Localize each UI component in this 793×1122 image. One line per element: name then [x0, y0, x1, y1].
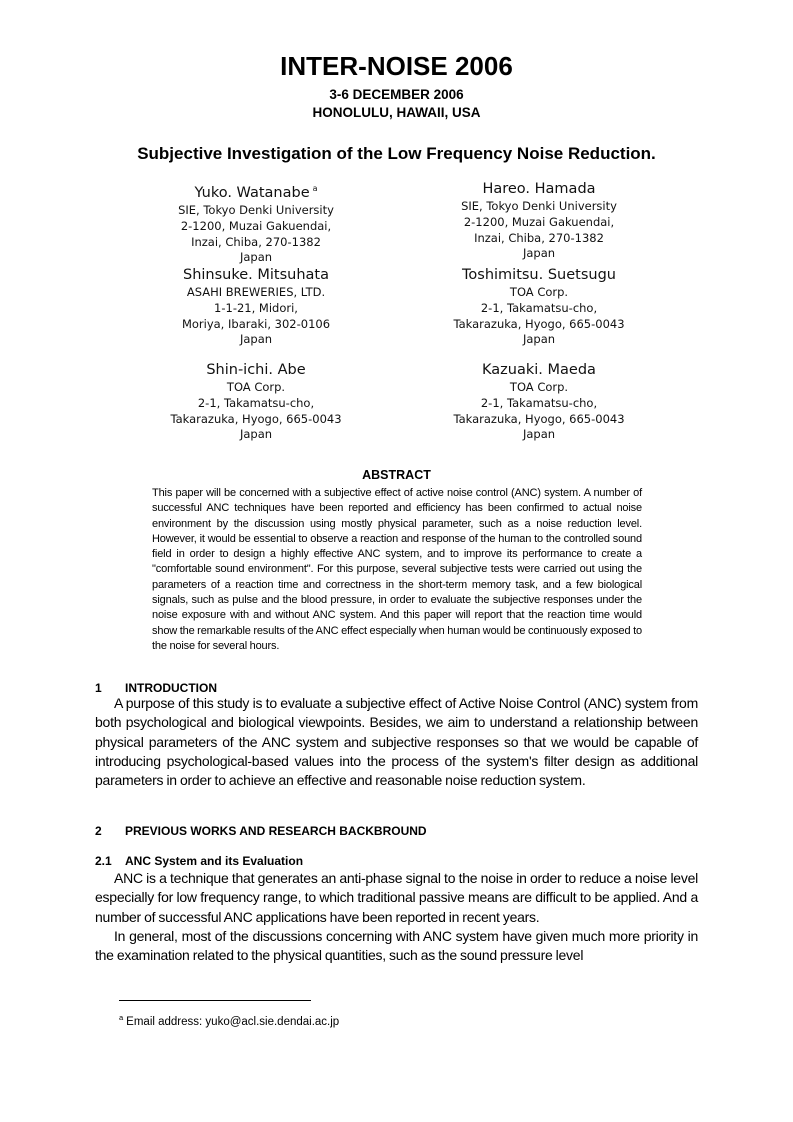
affiliation-line: Japan	[522, 246, 556, 261]
section-title: ANC System and its Evaluation	[125, 854, 304, 868]
author-block	[111, 265, 401, 348]
author-name: Toshimitsu. Suetsugu	[462, 267, 616, 283]
abstract-text: This paper will be concerned with a subjective effect of active noise control (ANC) system. A number of successful ANC techniques have been reported and efficiency has been confirmed to actual noise environment by the discussion using mostly physical parameter, such as a noise reduction level. However, it would be essential to observe a reaction and response of the human to the controlled sound field in order to design a highly effective ANC system, and to improve its performance to create a "comfortable sound environment". For this purpose, several subjective tests were carried out using the parameters of a reaction time and correctness in the short-term memory task, and a few biological signals, such as pulse and the blood pressure, in order to evaluate the subjective responses under the noise exposure with and without ANC system. And this paper will report that the reaction time would show the remarkable results of the ANC effect especially when human would be continuously exposed to the noise for several hours.	[152, 487, 642, 652]
paragraph: A purpose of this study is to evaluate a subjective effect of Active Noise Control (ANC) system from both psychological and biological viewpoints. Besides, we aim to understand a relationship between physical parameters of the ANC system and subjective responses so that we would be capable of introducing psychological-based values into the process of the system's filter design as additional parameters in order to achieve an effective and reasonable noise reduction system.	[95, 695, 698, 789]
author-block	[394, 265, 684, 348]
affiliation-line: ASAHI BREWERIES, LTD.	[186, 285, 326, 299]
conference-location: HONOLULU, HAWAII, USA	[312, 105, 481, 120]
affiliation-line: 1-1-21, Midori,	[214, 300, 298, 315]
author-block	[111, 360, 401, 443]
affiliation-line: Japan	[239, 250, 273, 265]
body-paragraphs	[95, 869, 698, 965]
body-paragraphs	[95, 694, 698, 790]
footnote-mark: a	[119, 1013, 124, 1022]
affiliation-line: Japan	[522, 427, 556, 442]
affiliation-line: Moriya, Ibaraki, 302-0106	[181, 316, 331, 331]
section-title: INTRODUCTION	[125, 681, 217, 695]
author-block	[394, 360, 684, 443]
affiliation-line: SIE, Tokyo Denki University	[178, 203, 334, 217]
paper-title: Subjective Investigation of the Low Frequency Noise Reduction.	[137, 144, 656, 163]
paragraph: ANC is a technique that generates an anti-phase signal to the noise in order to reduce a noise level especially for low frequency range, to which traditional passive means are difficult to be applied. And a number of successful ANC applications have been reported in recent years.	[95, 870, 698, 925]
section-title: PREVIOUS WORKS AND RESEARCH BACKBROUND	[125, 824, 427, 838]
author-name: Shin-ichi. Abe	[206, 362, 306, 378]
affiliation-line: TOA Corp.	[509, 380, 569, 394]
abstract-heading: ABSTRACT	[362, 468, 431, 482]
affiliation-line: TOA Corp.	[509, 285, 569, 299]
author-name: Shinsuke. Mitsuhata	[183, 267, 329, 283]
affiliation-line: 2-1200, Muzai Gakuendai,	[463, 214, 615, 229]
affiliation-line: Inzai, Chiba, 270-1382	[191, 234, 321, 249]
subsection-heading	[95, 853, 303, 869]
affiliation-line: Inzai, Chiba, 270-1382	[474, 230, 604, 245]
section-number: 2.1	[95, 854, 112, 868]
affiliation-line: Japan	[522, 332, 556, 347]
affiliation-line: TOA Corp.	[226, 380, 286, 394]
affiliation-line: Takarazuka, Hyogo, 665-0043	[170, 411, 342, 426]
footnote-rule	[119, 1000, 311, 1001]
section-number: 2	[95, 824, 102, 838]
footnote-text: Email address: yuko@acl.sie.dendai.ac.jp	[126, 1016, 340, 1028]
author-name: Yuko. Watanabe	[194, 185, 310, 201]
footnote	[119, 1010, 339, 1030]
affiliation-line: 2-1, Takamatsu-cho,	[480, 300, 598, 315]
conference-title: INTER-NOISE 2006	[280, 51, 513, 81]
affiliation-line: Takarazuka, Hyogo, 665-0043	[453, 411, 625, 426]
footnote-mark: a	[312, 184, 318, 193]
affiliation-line: Japan	[239, 427, 273, 442]
affiliation-line: 2-1200, Muzai Gakuendai,	[180, 218, 332, 233]
section-number: 1	[95, 681, 102, 695]
author-block	[394, 179, 684, 262]
affiliation-line: SIE, Tokyo Denki University	[461, 199, 617, 213]
author-name: Hareo. Hamada	[482, 181, 596, 197]
conference-dates: 3-6 DECEMBER 2006	[329, 87, 464, 102]
author-block	[111, 179, 401, 266]
affiliation-line: Japan	[239, 332, 273, 347]
affiliation-line: 2-1, Takamatsu-cho,	[197, 395, 315, 410]
author-name: Kazuaki. Maeda	[482, 362, 596, 378]
paragraph: In general, most of the discussions concerning with ANC system have given much more priority in the examination related to the physical quantities, such as the sound pressure level	[95, 927, 698, 964]
section-heading	[95, 823, 427, 839]
affiliation-line: 2-1, Takamatsu-cho,	[480, 395, 598, 410]
affiliation-line: Takarazuka, Hyogo, 665-0043	[453, 316, 625, 331]
